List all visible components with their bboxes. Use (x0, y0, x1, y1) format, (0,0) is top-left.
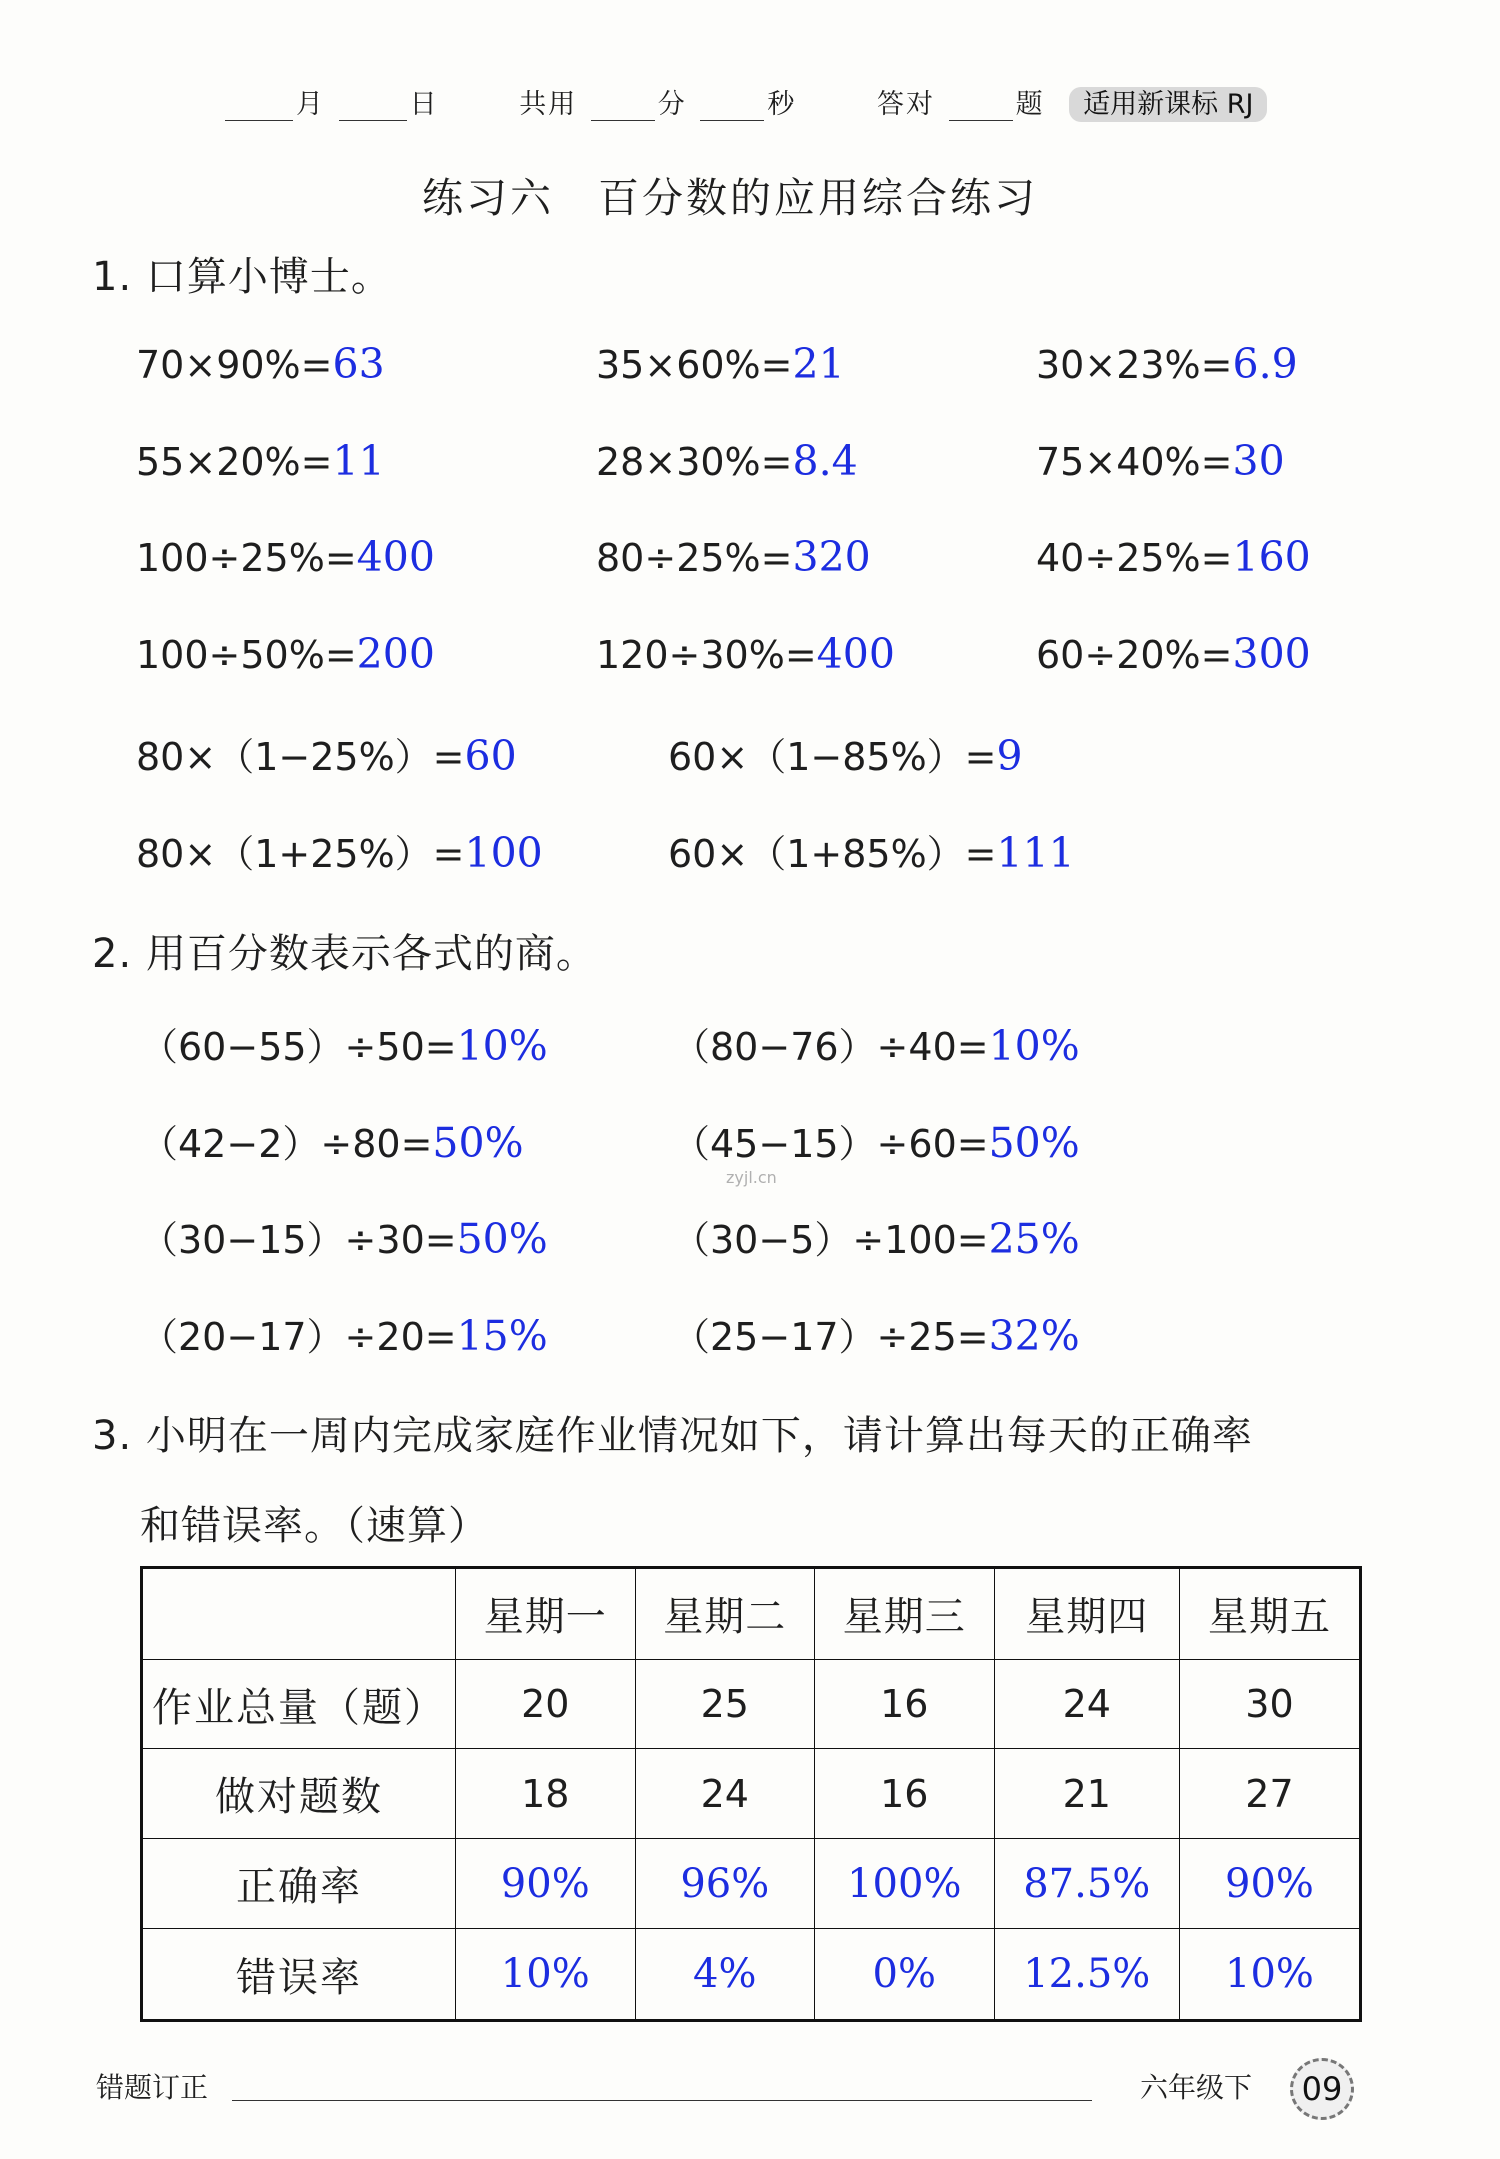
table-cell: 30 (1179, 1659, 1360, 1749)
exercise-answer[interactable]: 15% (456, 1311, 548, 1360)
minutes-blank[interactable] (591, 92, 655, 121)
table-row (142, 1839, 1361, 1929)
exercise-item (596, 630, 895, 678)
exercise-item (1036, 630, 1311, 678)
exercise-answer[interactable]: 11 (332, 436, 385, 485)
exercise-expression: （80−76）÷40= (672, 1025, 989, 1069)
exercise-answer[interactable]: 400 (356, 533, 435, 581)
grade-label: 六年级下 (1140, 2071, 1253, 2104)
exercise-expression: （60−55）÷50= (140, 1025, 457, 1069)
column-header: 星期四 (994, 1568, 1179, 1660)
q3-title-line2 (140, 1494, 489, 1551)
exercise-expression: （25−17）÷25= (672, 1314, 989, 1359)
column-header: 星期三 (815, 1568, 995, 1660)
answer-cell[interactable]: 90% (1179, 1839, 1360, 1929)
exercise-answer[interactable]: 320 (792, 533, 871, 581)
table-cell: 25 (635, 1659, 815, 1749)
exercise-expression: （42−2）÷80= (140, 1121, 433, 1166)
table-row (142, 1659, 1361, 1749)
seconds-label: 秒 (767, 89, 797, 120)
exercise-answer[interactable]: 6.9 (1232, 340, 1298, 388)
exercise-item (668, 823, 1075, 878)
date-time-header (222, 82, 1267, 121)
homework-table (140, 1566, 1362, 2022)
exercise-answer[interactable]: 10% (988, 1022, 1080, 1070)
exercise-item (136, 437, 385, 485)
exercise-item (596, 340, 845, 388)
exercise-item (1036, 437, 1285, 485)
exercise-answer[interactable]: 50% (456, 1215, 548, 1263)
exercise-item (140, 1113, 524, 1168)
row-header: 作业总量（题） (142, 1659, 456, 1749)
column-header: 星期一 (456, 1568, 636, 1660)
q3-title-line1: 3. 小明在一周内完成家庭作业情况如下，请计算出每天的正确率 (92, 1413, 1253, 1459)
exercise-item (136, 340, 385, 388)
table-corner-cell (142, 1568, 456, 1660)
exercise-expression: （20−17）÷20= (140, 1314, 457, 1359)
exercise-expression: 55×20%= (136, 439, 333, 484)
exercise-expression: 35×60%= (596, 343, 793, 387)
correct-count-blank[interactable] (949, 92, 1013, 121)
exercise-expression: 120÷30%= (596, 632, 817, 677)
exercise-item (668, 726, 1023, 781)
table-cell: 27 (1179, 1749, 1360, 1839)
exercise-answer[interactable]: 100 (464, 828, 543, 877)
table-cell: 21 (994, 1749, 1179, 1839)
exercise-item (596, 437, 858, 485)
table-header-row (142, 1568, 1361, 1660)
exercise-answer[interactable]: 9 (996, 732, 1023, 780)
minutes-label: 分 (657, 89, 687, 120)
table-cell: 24 (635, 1749, 815, 1839)
exercise-expression: 100÷25%= (136, 536, 357, 580)
exercise-answer[interactable]: 160 (1232, 533, 1311, 581)
exercise-item (136, 726, 517, 781)
table-row (142, 1749, 1361, 1839)
exercise-expression: 80×（1−25%）= (136, 735, 465, 779)
answer-cell[interactable]: 0% (815, 1929, 995, 2021)
watermark: zyjl.cn (726, 1168, 777, 1187)
row-header: 做对题数 (142, 1749, 456, 1839)
exercise-item (672, 1306, 1080, 1361)
row-header: 正确率 (142, 1839, 456, 1929)
exercise-answer[interactable]: 50% (432, 1118, 524, 1167)
exercise-item (672, 1209, 1080, 1264)
exercise-expression: 40÷25%= (1036, 536, 1233, 580)
exercise-expression: 28×30%= (596, 439, 793, 484)
corrections-line[interactable] (232, 2100, 1092, 2101)
exercise-answer[interactable]: 60 (464, 732, 517, 780)
answer-cell[interactable]: 12.5% (994, 1929, 1179, 2021)
column-header: 星期二 (635, 1568, 815, 1660)
answer-cell[interactable]: 10% (1179, 1929, 1360, 2021)
exercise-expression: 60×（1−85%）= (668, 735, 997, 779)
used-label: 共用 (519, 89, 578, 120)
exercise-answer[interactable]: 30 (1232, 436, 1285, 485)
column-header: 星期五 (1179, 1568, 1360, 1660)
table-cell: 18 (456, 1749, 636, 1839)
exercise-expression: 100÷50%= (136, 632, 357, 677)
table-cell: 24 (994, 1659, 1179, 1749)
table-cell: 16 (815, 1659, 995, 1749)
answer-cell[interactable]: 100% (815, 1839, 995, 1929)
exercise-expression: 75×40%= (1036, 439, 1233, 484)
curriculum-badge: 适用新课标 RJ (1069, 87, 1267, 122)
exercise-expression: 80÷25%= (596, 536, 793, 580)
answer-cell[interactable]: 10% (456, 1929, 636, 2021)
exercise-answer[interactable]: 10% (456, 1022, 548, 1070)
answer-cell[interactable]: 90% (456, 1839, 636, 1929)
exercise-item (1036, 533, 1311, 581)
exercise-answer[interactable]: 300 (1232, 629, 1311, 678)
exercise-item (136, 630, 435, 678)
page-number: 09 (1290, 2058, 1354, 2120)
exercise-item (672, 1113, 1080, 1168)
q2-title: 2. 用百分数表示各式的商。 (92, 931, 597, 977)
answer-cell[interactable]: 87.5% (994, 1839, 1179, 1929)
month-label: 月 (296, 89, 325, 120)
exercise-expression: 80×（1+25%）= (136, 831, 465, 876)
exercise-expression: 60×（1+85%）= (668, 831, 997, 876)
exercise-item (140, 1209, 548, 1264)
day-blank[interactable] (339, 92, 407, 121)
exercise-answer[interactable]: 8.4 (792, 436, 858, 485)
q1-title: 1. 口算小博士。 (92, 254, 392, 300)
exercise-expression: 60÷20%= (1036, 632, 1233, 677)
questions-label: 题 (1015, 89, 1045, 120)
exercise-expression: （30−15）÷30= (140, 1218, 457, 1262)
exercise-answer[interactable]: 111 (996, 828, 1075, 877)
answer-cell[interactable]: 4% (635, 1929, 815, 2021)
table-row (142, 1929, 1361, 2021)
exercise-item (672, 1016, 1080, 1071)
corrections-label: 错题订正 (96, 2071, 209, 2104)
day-label: 日 (409, 89, 439, 120)
answer-cell[interactable]: 96% (635, 1839, 815, 1929)
exercise-item (596, 533, 871, 581)
exercise-answer[interactable]: 25% (988, 1215, 1080, 1263)
exercise-expression: （45−15）÷60= (672, 1121, 989, 1166)
exercise-item (136, 533, 435, 581)
exercise-answer[interactable]: 21 (792, 340, 845, 388)
table-cell: 16 (815, 1749, 995, 1839)
exercise-item (1036, 340, 1298, 388)
exercise-item (140, 1016, 548, 1071)
exercise-answer[interactable]: 400 (816, 629, 895, 678)
correct-label: 答对 (876, 89, 935, 120)
exercise-answer[interactable]: 32% (988, 1311, 1080, 1360)
q3-title-note: （速算） (345, 1503, 489, 1549)
exercise-expression: 30×23%= (1036, 343, 1233, 387)
exercise-answer[interactable]: 63 (332, 340, 385, 388)
page-title: 练习六 百分数的应用综合练习 (422, 174, 1038, 222)
table-cell: 20 (456, 1659, 636, 1749)
row-header: 错误率 (142, 1929, 456, 2021)
q3-title-text: 和错误率。 (140, 1503, 345, 1549)
exercise-expression: （30−5）÷100= (672, 1218, 989, 1262)
exercise-answer[interactable]: 200 (356, 629, 435, 678)
exercise-item (140, 1306, 548, 1361)
exercise-expression: 70×90%= (136, 343, 333, 387)
month-blank[interactable] (225, 92, 293, 121)
exercise-answer[interactable]: 50% (988, 1118, 1080, 1167)
seconds-blank[interactable] (700, 92, 764, 121)
exercise-item (136, 823, 543, 878)
